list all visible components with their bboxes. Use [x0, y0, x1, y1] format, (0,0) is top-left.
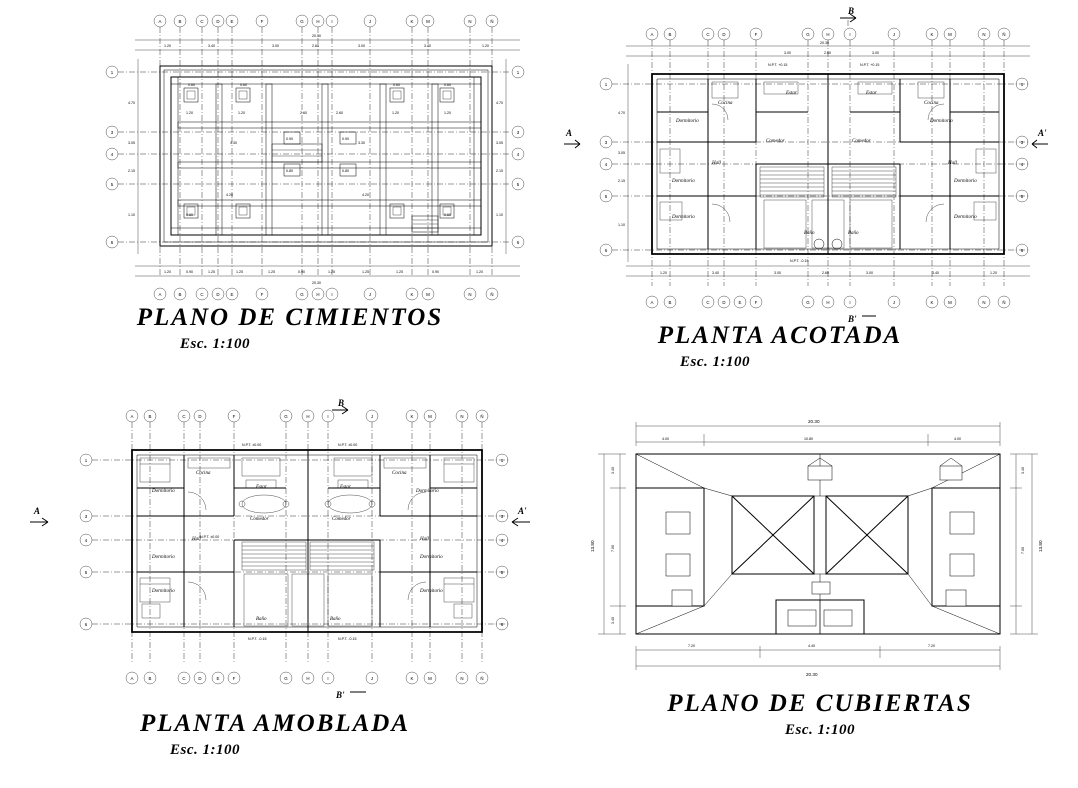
svg-text:B: B [178, 19, 182, 24]
svg-text:5: 5 [110, 182, 114, 187]
svg-text:D: D [198, 676, 202, 681]
svg-text:5: 5 [84, 570, 88, 575]
grid-bubbles-bottom [126, 672, 488, 684]
svg-text:2.15: 2.15 [618, 179, 625, 183]
svg-text:0.90: 0.90 [342, 137, 349, 141]
svg-text:M: M [948, 300, 952, 305]
svg-text:3: 3 [516, 130, 520, 135]
svg-text:Dormitorio: Dormitorio [416, 489, 439, 494]
svg-text:N.P.T. -0.15: N.P.T. -0.15 [790, 259, 809, 263]
caption-amoblada [20, 710, 540, 759]
svg-text:3.05: 3.05 [128, 141, 135, 145]
svg-text:Hall: Hall [192, 537, 201, 542]
dim-bottom [636, 644, 1000, 677]
svg-text:I: I [849, 32, 851, 37]
svg-text:Comedor: Comedor [852, 139, 871, 144]
svg-text:4.70: 4.70 [128, 101, 135, 105]
svg-text:Dormitorio: Dormitorio [152, 589, 175, 594]
svg-text:I: I [327, 676, 329, 681]
svg-text:M: M [428, 414, 432, 419]
panel-cimientos [40, 4, 540, 352]
svg-text:G: G [806, 300, 810, 305]
svg-text:1.25: 1.25 [236, 270, 243, 274]
svg-text:2.15: 2.15 [128, 169, 135, 173]
svg-text:M: M [428, 676, 432, 681]
section-mark-Ap [1032, 128, 1048, 148]
svg-text:3: 3 [604, 140, 608, 145]
svg-text:M: M [426, 19, 430, 24]
svg-text:A: A [130, 676, 134, 681]
section-mark-A [564, 128, 580, 148]
svg-text:A: A [650, 32, 654, 37]
svg-text:1.10: 1.10 [128, 213, 135, 217]
svg-text:Estar: Estar [256, 485, 267, 490]
svg-text:F: F [260, 19, 264, 24]
svg-text:N: N [460, 414, 464, 419]
svg-text:3.40: 3.40 [1021, 467, 1025, 474]
svg-text:B': B' [336, 690, 345, 700]
caption-title: PLANO DE CIMIENTOS [136, 304, 444, 331]
caption-title: PLANTA ACOTADA [657, 322, 903, 349]
svg-text:J: J [892, 300, 896, 305]
svg-text:4.20: 4.20 [226, 193, 233, 197]
svg-text:B: B [148, 676, 152, 681]
caption-acotada [560, 322, 1060, 371]
svg-text:C: C [706, 32, 710, 37]
svg-text:J: J [370, 676, 374, 681]
caption-cubiertas [580, 690, 1050, 739]
svg-text:F: F [232, 676, 236, 681]
svg-text:A: A [158, 19, 162, 24]
svg-text:1.20: 1.20 [164, 44, 171, 48]
svg-text:1.25: 1.25 [268, 270, 275, 274]
svg-text:N: N [982, 300, 986, 305]
furniture [140, 458, 474, 626]
dim-top [164, 34, 489, 48]
svg-text:Dormitorio: Dormitorio [954, 179, 977, 184]
svg-text:2.60: 2.60 [300, 111, 307, 115]
caption-title: PLANO DE CUBIERTAS [667, 690, 973, 717]
svg-text:0.60: 0.60 [444, 83, 451, 87]
svg-text:0.80: 0.80 [342, 169, 349, 173]
section-mark-Bp [335, 690, 366, 700]
svg-text:N: N [982, 32, 986, 37]
svg-text:1.25: 1.25 [396, 270, 403, 274]
svg-text:7.20: 7.20 [688, 644, 695, 648]
svg-text:1: 1 [516, 70, 520, 75]
svg-text:Estar: Estar [786, 91, 797, 96]
panel-acotada [560, 4, 1060, 370]
svg-text:Dormitorio: Dormitorio [676, 119, 699, 124]
svg-text:2.15: 2.15 [496, 169, 503, 173]
caption-cimientos [40, 304, 540, 353]
svg-text:0.60: 0.60 [186, 213, 193, 217]
svg-text:N.P.T. +0.15: N.P.T. +0.15 [768, 63, 788, 67]
svg-text:B: B [848, 6, 855, 16]
svg-text:6: 6 [1020, 248, 1024, 253]
svg-text:1.20: 1.20 [476, 270, 483, 274]
svg-text:1.20: 1.20 [482, 44, 489, 48]
svg-text:H: H [306, 414, 310, 419]
svg-text:A: A [566, 128, 573, 138]
svg-text:3.40: 3.40 [208, 44, 215, 48]
caption-title: PLANTA AMOBLADA [139, 710, 411, 737]
svg-text:D: D [722, 32, 726, 37]
svg-text:G: G [300, 19, 304, 24]
svg-text:I: I [327, 414, 329, 419]
grid-bubbles-left [106, 66, 510, 248]
svg-text:H: H [306, 676, 310, 681]
svg-text:Ñ: Ñ [490, 19, 494, 24]
grid-bubbles-right [512, 66, 524, 248]
svg-text:0.90: 0.90 [298, 270, 305, 274]
caption-scale: Esc. 1:100 [180, 336, 250, 352]
svg-text:0.90: 0.90 [186, 270, 193, 274]
svg-text:2.60: 2.60 [824, 51, 831, 55]
amoblada-drawing [20, 392, 540, 702]
svg-text:5: 5 [1020, 194, 1024, 199]
floorplan-walls [132, 450, 482, 632]
dim-top [636, 419, 1000, 446]
svg-text:7.00: 7.00 [1021, 547, 1025, 554]
svg-text:3.00: 3.00 [774, 271, 781, 275]
svg-text:1.25: 1.25 [328, 270, 335, 274]
svg-text:D: D [198, 414, 202, 419]
svg-text:4.00: 4.00 [954, 437, 961, 441]
svg-text:20.30: 20.30 [312, 281, 321, 285]
svg-text:M: M [426, 292, 430, 297]
svg-text:4.70: 4.70 [496, 101, 503, 105]
svg-text:J: J [370, 414, 374, 419]
svg-text:3.00: 3.00 [866, 271, 873, 275]
svg-text:0.90: 0.90 [286, 137, 293, 141]
svg-text:Ñ: Ñ [1002, 300, 1006, 305]
svg-text:Baño: Baño [330, 617, 341, 622]
svg-text:B: B [668, 32, 672, 37]
svg-text:3.40: 3.40 [424, 44, 431, 48]
svg-text:B: B [338, 398, 345, 408]
svg-text:3.40: 3.40 [932, 271, 939, 275]
svg-text:Comedor: Comedor [250, 517, 269, 522]
svg-text:N: N [468, 19, 472, 24]
svg-text:1.20: 1.20 [392, 111, 399, 115]
svg-text:Dormitorio: Dormitorio [930, 119, 953, 124]
svg-text:4: 4 [110, 152, 114, 157]
svg-text:J: J [892, 32, 896, 37]
svg-text:3.40: 3.40 [611, 617, 615, 624]
svg-text:K: K [930, 32, 934, 37]
cubiertas-drawing [580, 404, 1050, 694]
svg-text:3: 3 [1020, 140, 1024, 145]
svg-text:K: K [410, 19, 414, 24]
cimientos-drawing [40, 4, 540, 304]
svg-text:0.60: 0.60 [444, 213, 451, 217]
svg-text:Baño: Baño [256, 617, 267, 622]
svg-text:Cocina: Cocina [196, 471, 211, 476]
svg-text:6: 6 [516, 240, 520, 245]
svg-text:2.60: 2.60 [336, 111, 343, 115]
section-mark-B [332, 398, 348, 414]
svg-text:5: 5 [604, 194, 608, 199]
svg-text:N: N [460, 676, 464, 681]
dim-right [496, 59, 506, 254]
svg-text:Comedor: Comedor [766, 139, 785, 144]
svg-text:1.20: 1.20 [660, 271, 667, 275]
svg-text:Comedor: Comedor [332, 517, 351, 522]
svg-text:J: J [368, 292, 372, 297]
svg-text:E: E [738, 300, 742, 305]
level-notes [768, 63, 879, 263]
svg-text:K: K [410, 676, 414, 681]
svg-text:2.60: 2.60 [822, 271, 829, 275]
svg-text:K: K [930, 300, 934, 305]
svg-text:Cocina: Cocina [924, 101, 939, 106]
svg-text:13.80: 13.80 [590, 540, 595, 552]
svg-text:3.00: 3.00 [272, 44, 279, 48]
section-mark-B [840, 6, 856, 28]
svg-text:Dormitorio: Dormitorio [152, 555, 175, 560]
grid-bubbles-top [126, 410, 488, 422]
svg-text:13.80: 13.80 [1038, 540, 1043, 552]
grid-bubbles-right [1016, 78, 1028, 256]
svg-text:0.80: 0.80 [286, 169, 293, 173]
panel-amoblada [20, 392, 540, 758]
acotada-drawing [560, 4, 1060, 324]
svg-text:4: 4 [516, 152, 520, 157]
svg-text:A: A [158, 292, 162, 297]
svg-text:7.20: 7.20 [928, 644, 935, 648]
svg-text:N.P.T. ±0.00: N.P.T. ±0.00 [242, 443, 262, 447]
svg-text:Hall: Hall [948, 161, 957, 166]
svg-text:20.30: 20.30 [808, 419, 820, 424]
svg-text:Baño: Baño [848, 231, 859, 236]
section-mark-A [30, 506, 48, 526]
grid-bubbles-top [646, 28, 1010, 40]
svg-text:C: C [706, 300, 710, 305]
svg-text:4.00: 4.00 [662, 437, 669, 441]
svg-text:Hall: Hall [712, 161, 721, 166]
svg-text:D: D [216, 19, 220, 24]
svg-text:A': A' [1038, 128, 1047, 138]
svg-text:1.25: 1.25 [362, 270, 369, 274]
svg-text:1.20: 1.20 [186, 111, 193, 115]
svg-text:Hall: Hall [420, 537, 429, 542]
grid-bubbles-bottom [646, 296, 1010, 308]
svg-text:F: F [754, 300, 758, 305]
svg-text:7.00: 7.00 [611, 545, 615, 552]
svg-text:B: B [668, 300, 672, 305]
svg-text:N.P.T. +0.15: N.P.T. +0.15 [860, 63, 880, 67]
svg-text:D: D [722, 300, 726, 305]
svg-text:1.20: 1.20 [990, 271, 997, 275]
grid-bubbles-bottom [154, 288, 498, 300]
svg-text:Cocina: Cocina [392, 471, 407, 476]
svg-text:5: 5 [500, 570, 504, 575]
svg-text:3: 3 [500, 514, 504, 519]
svg-text:1.20: 1.20 [164, 270, 171, 274]
svg-text:10.80: 10.80 [804, 437, 813, 441]
svg-text:4: 4 [1020, 162, 1024, 167]
svg-text:C: C [200, 292, 204, 297]
svg-text:3.30: 3.30 [358, 141, 365, 145]
svg-text:C: C [200, 19, 204, 24]
foundation-walls [160, 66, 492, 246]
svg-text:1.10: 1.10 [618, 223, 625, 227]
svg-text:J: J [368, 19, 372, 24]
svg-text:C: C [182, 676, 186, 681]
svg-text:N.P.T. ±0.00: N.P.T. ±0.00 [200, 535, 220, 539]
svg-text:0.60: 0.60 [393, 83, 400, 87]
svg-text:4: 4 [500, 538, 504, 543]
svg-text:F: F [232, 414, 236, 419]
svg-text:6: 6 [84, 622, 88, 627]
svg-text:G: G [284, 676, 288, 681]
svg-text:0.90: 0.90 [432, 270, 439, 274]
svg-text:H: H [316, 19, 320, 24]
svg-text:1: 1 [110, 70, 114, 75]
svg-text:1: 1 [84, 458, 88, 463]
svg-text:5: 5 [516, 182, 520, 187]
svg-text:Estar: Estar [866, 91, 877, 96]
panel-cubiertas [580, 404, 1050, 738]
svg-text:3: 3 [110, 130, 114, 135]
svg-text:4: 4 [604, 162, 608, 167]
svg-text:B: B [178, 292, 182, 297]
svg-text:I: I [849, 300, 851, 305]
grid-bubbles-right [496, 454, 508, 630]
svg-text:E: E [216, 676, 220, 681]
svg-text:Estar: Estar [340, 485, 351, 490]
svg-text:Baño: Baño [804, 231, 815, 236]
svg-text:A: A [650, 300, 654, 305]
svg-text:Ñ: Ñ [490, 292, 494, 297]
svg-text:H: H [826, 32, 830, 37]
svg-text:4.40: 4.40 [808, 644, 815, 648]
svg-text:3.30: 3.30 [230, 141, 237, 145]
svg-text:0.60: 0.60 [240, 83, 247, 87]
svg-text:1: 1 [1020, 82, 1024, 87]
svg-text:N: N [468, 292, 472, 297]
dim-left [128, 59, 138, 254]
svg-text:3.40: 3.40 [712, 271, 719, 275]
svg-text:Dormitorio: Dormitorio [954, 215, 977, 220]
svg-text:F: F [260, 292, 264, 297]
grid-bubbles-top [154, 15, 498, 27]
svg-text:6: 6 [604, 248, 608, 253]
svg-text:1: 1 [500, 458, 504, 463]
svg-text:1.20: 1.20 [238, 111, 245, 115]
svg-text:K: K [410, 292, 414, 297]
svg-text:4: 4 [84, 538, 88, 543]
svg-text:3.00: 3.00 [872, 51, 879, 55]
svg-text:0.60: 0.60 [188, 83, 195, 87]
svg-text:N.P.T. ±0.00: N.P.T. ±0.00 [338, 443, 358, 447]
svg-text:Ñ: Ñ [480, 414, 484, 419]
svg-text:C: C [182, 414, 186, 419]
svg-text:1.25: 1.25 [208, 270, 215, 274]
svg-text:20.30: 20.30 [312, 34, 321, 38]
svg-text:G: G [284, 414, 288, 419]
roof-plan [636, 454, 1000, 634]
svg-text:G: G [806, 32, 810, 37]
svg-text:Dormitorio: Dormitorio [152, 489, 175, 494]
svg-text:A: A [34, 506, 41, 516]
svg-text:I: I [331, 19, 333, 24]
svg-text:B': B' [848, 314, 857, 324]
svg-text:3.00: 3.00 [358, 44, 365, 48]
svg-text:Dormitorio: Dormitorio [672, 179, 695, 184]
svg-text:1: 1 [604, 82, 608, 87]
svg-text:1.10: 1.10 [496, 213, 503, 217]
section-mark-Ap [512, 506, 530, 526]
caption-scale: Esc. 1:100 [680, 354, 750, 370]
svg-text:4.20: 4.20 [362, 193, 369, 197]
dim-lines [618, 41, 1030, 276]
svg-text:3.00: 3.00 [784, 51, 791, 55]
svg-text:F: F [754, 32, 758, 37]
svg-text:3.40: 3.40 [611, 467, 615, 474]
svg-text:N.P.T. -0.15: N.P.T. -0.15 [338, 637, 357, 641]
svg-text:I: I [331, 292, 333, 297]
svg-text:Ñ: Ñ [1002, 32, 1006, 37]
svg-text:Dormitorio: Dormitorio [420, 589, 443, 594]
svg-text:N.P.T. -0.15: N.P.T. -0.15 [248, 637, 267, 641]
svg-text:Dormitorio: Dormitorio [420, 555, 443, 560]
svg-text:E: E [230, 292, 234, 297]
svg-text:H: H [316, 292, 320, 297]
svg-text:1.20: 1.20 [444, 111, 451, 115]
svg-text:A: A [130, 414, 134, 419]
svg-text:4.70: 4.70 [618, 111, 625, 115]
svg-text:6: 6 [500, 622, 504, 627]
svg-text:H: H [826, 300, 830, 305]
svg-text:E: E [230, 19, 234, 24]
svg-text:A': A' [518, 506, 527, 516]
caption-scale: Esc. 1:100 [170, 742, 240, 758]
svg-text:3.05: 3.05 [618, 151, 625, 155]
svg-text:3.05: 3.05 [496, 141, 503, 145]
svg-text:D: D [216, 292, 220, 297]
svg-text:20.30: 20.30 [820, 41, 829, 45]
svg-text:20.30: 20.30 [806, 672, 818, 677]
svg-text:Cocina: Cocina [718, 101, 733, 106]
caption-scale: Esc. 1:100 [785, 722, 855, 738]
svg-text:2.60: 2.60 [312, 44, 319, 48]
svg-text:K: K [410, 414, 414, 419]
svg-text:M: M [948, 32, 952, 37]
svg-text:B: B [148, 414, 152, 419]
dim-bottom [135, 266, 520, 285]
svg-text:6: 6 [110, 240, 114, 245]
svg-text:G: G [300, 292, 304, 297]
dim-left [590, 454, 626, 634]
svg-text:3: 3 [84, 514, 88, 519]
dim-right [1010, 454, 1043, 634]
svg-text:Ñ: Ñ [480, 676, 484, 681]
svg-text:Dormitorio: Dormitorio [672, 215, 695, 220]
